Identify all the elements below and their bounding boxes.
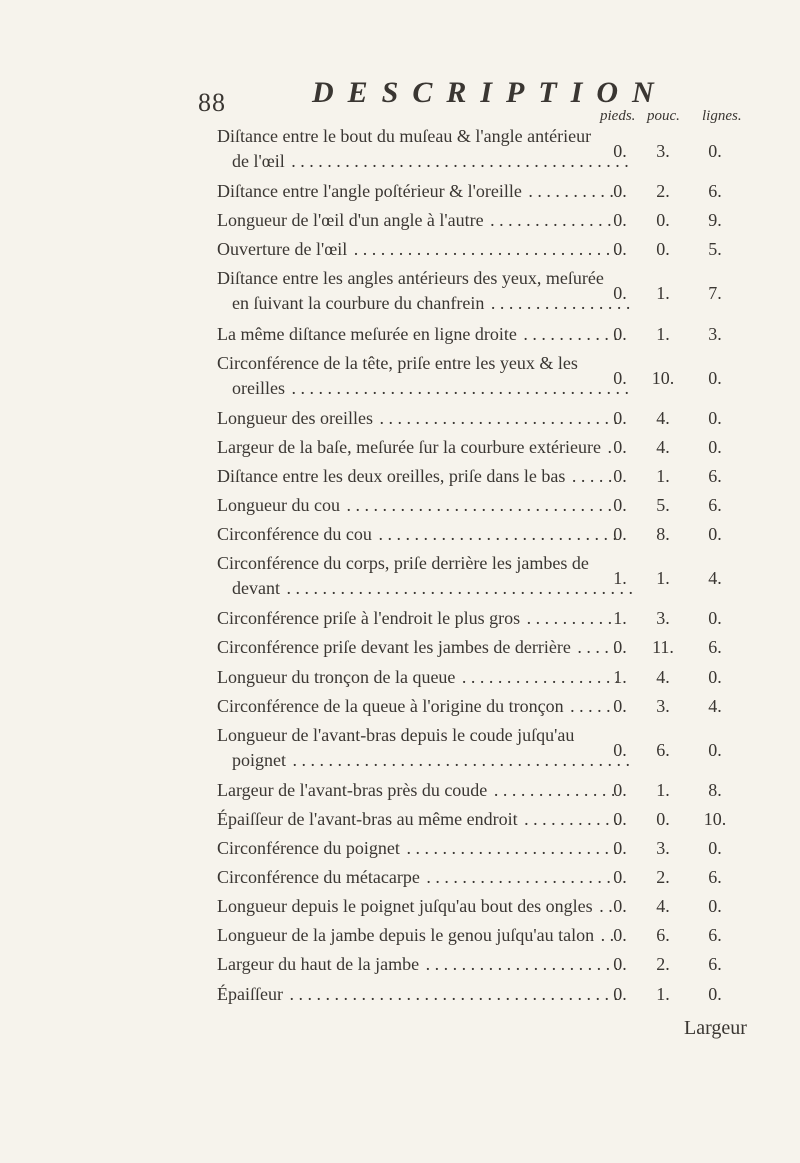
row-label: [217, 779, 617, 801]
value-pieds: 0.: [613, 465, 627, 486]
row-label-text: Circonférence de la tête, priſe entre les yeux & les: [217, 352, 578, 373]
row-label: [217, 523, 617, 545]
value-pieds: 0.: [613, 838, 627, 858]
value-pieds: 1.: [613, 608, 627, 629]
row-label-text: Diſtance entre les deux oreilles, priſe dans le bas: [217, 465, 566, 486]
column-header-lignes: lignes.: [702, 108, 742, 124]
value-pieds: 0.: [613, 954, 627, 975]
value-pieds: 0.: [613, 983, 627, 1004]
row-label-text: Ouverture de l'œil: [217, 239, 348, 260]
row-label-text: Épaiſſeur: [217, 983, 283, 1004]
row-label: [217, 607, 617, 629]
value-pieds: 0.: [613, 323, 627, 344]
row-label-text: en ſuivant la courbure du chanfrein: [232, 293, 485, 314]
row-label: [217, 323, 617, 345]
value-lignes: 4.: [708, 568, 722, 589]
row-label: [217, 983, 617, 1005]
row-label-text: Largeur de la baſe, meſurée ſur la courbure extérieure: [217, 436, 601, 457]
value-pieds: 0.: [613, 867, 627, 888]
value-pieds: 0.: [613, 367, 627, 388]
value-pouces: 3.: [656, 141, 670, 161]
row-label-text: poignet: [232, 749, 286, 770]
row-label: [217, 238, 617, 260]
value-pieds: 0.: [613, 141, 627, 161]
value-lignes: 4.: [708, 695, 722, 716]
value-pieds: 0.: [613, 637, 627, 658]
value-lignes: 6.: [708, 925, 722, 946]
row-label-text: Longueur de l'œil d'un angle à l'autre: [217, 210, 484, 231]
row-label-text: Circonférence du cou: [217, 524, 372, 545]
row-label: [217, 125, 617, 147]
value-lignes: 0.: [708, 666, 722, 687]
value-pieds: 0.: [613, 283, 627, 304]
value-lignes: 6.: [708, 637, 722, 658]
value-pouces: 1.: [656, 323, 670, 344]
value-pouces: 1.: [656, 568, 670, 589]
row-label: [217, 808, 617, 830]
value-pouces: 0.: [656, 239, 670, 260]
value-pieds: 0.: [613, 925, 627, 946]
row-label-text: Longueur depuis le poignet juſqu'au bout des ongles: [217, 896, 593, 917]
running-title: DESCRIPTION: [312, 76, 668, 109]
value-lignes: 3.: [708, 323, 722, 344]
row-label: [217, 666, 617, 688]
row-label: [217, 407, 617, 429]
row-label: [217, 837, 617, 859]
row-label: [217, 953, 617, 975]
value-pieds: 1.: [613, 568, 627, 589]
catchword: Largeur: [684, 1017, 747, 1039]
value-pouces: 4.: [656, 666, 670, 687]
value-pieds: 0.: [613, 808, 627, 829]
row-label-text: Circonférence du métacarpe: [217, 867, 420, 888]
row-label: [232, 377, 632, 399]
value-pouces: 5.: [656, 495, 670, 515]
column-header-pouces: pouc.: [647, 108, 680, 124]
row-label: [232, 292, 632, 314]
value-pouces: 3.: [656, 838, 670, 858]
row-label: [232, 577, 632, 599]
row-label: [217, 895, 617, 917]
value-lignes: 0.: [708, 141, 722, 161]
row-label: [217, 209, 617, 231]
row-label: [217, 494, 617, 516]
value-lignes: 0.: [708, 838, 722, 858]
value-pieds: 0.: [613, 436, 627, 457]
value-lignes: 6.: [708, 954, 722, 975]
row-label-text: Largeur de l'avant-bras près du coude: [217, 779, 488, 800]
value-lignes: 6.: [708, 867, 722, 888]
value-lignes: 5.: [708, 239, 722, 260]
value-pouces: 3.: [656, 608, 670, 629]
value-pouces: 2.: [656, 867, 670, 888]
value-lignes: 0.: [708, 983, 722, 1004]
value-pieds: 0.: [613, 495, 627, 515]
row-label: [232, 150, 632, 172]
row-label-text: oreilles: [232, 377, 285, 398]
value-pouces: 6.: [656, 925, 670, 946]
row-label: [232, 749, 632, 771]
value-pieds: 0.: [613, 739, 627, 760]
row-label-text: Diſtance entre le bout du muſeau & l'angle antérieur: [217, 126, 592, 146]
value-lignes: 0.: [708, 896, 722, 917]
row-label: [217, 866, 617, 888]
value-pouces: 2.: [656, 954, 670, 975]
value-lignes: 8.: [708, 779, 722, 800]
row-label: [217, 465, 617, 487]
row-label-text: Circonférence priſe à l'endroit le plus gros: [217, 608, 521, 629]
row-label-text: Circonférence du corps, priſe derrière les jambes de: [217, 553, 589, 574]
row-label-text: Longueur des oreilles: [217, 407, 373, 428]
value-pieds: 0.: [613, 779, 627, 800]
value-pieds: 0.: [613, 239, 627, 260]
value-pieds: 1.: [613, 666, 627, 687]
row-label: [217, 352, 617, 374]
value-lignes: 0.: [708, 407, 722, 428]
row-label-text: devant: [232, 578, 280, 599]
value-lignes: 9.: [708, 210, 722, 231]
row-label-text: Épaiſſeur de l'avant-bras au même endroit: [217, 808, 518, 829]
row-label: [217, 924, 617, 946]
row-label: [217, 636, 617, 658]
value-pieds: 0.: [613, 407, 627, 428]
value-pouces: 3.: [656, 695, 670, 716]
row-label-text: Circonférence de la queue à l'origine du tronçon: [217, 695, 564, 716]
value-lignes: 6.: [708, 465, 722, 486]
value-pouces: 4.: [656, 896, 670, 917]
row-label: [217, 436, 617, 458]
value-pouces: 4.: [656, 407, 670, 428]
row-label-text: Circonférence du poignet: [217, 838, 400, 858]
row-label: [217, 695, 617, 717]
value-pouces: 1.: [656, 779, 670, 800]
value-pouces: 0.: [656, 808, 670, 829]
value-lignes: 10.: [703, 808, 727, 829]
row-label: [217, 724, 617, 746]
value-pouces: 8.: [656, 524, 670, 545]
value-pouces: 2.: [656, 181, 670, 202]
row-label-text: Longueur du tronçon de la queue: [217, 666, 456, 687]
value-lignes: 0.: [708, 367, 722, 388]
row-label-text: Circonférence priſe devant les jambes de derrière: [217, 637, 571, 658]
value-lignes: 0.: [708, 436, 722, 457]
value-pieds: 0.: [613, 524, 627, 545]
row-label: [217, 180, 617, 202]
row-label: [217, 552, 617, 574]
value-pouces: 10.: [651, 367, 675, 388]
row-label-text: Longueur de l'avant-bras depuis le coude juſqu'au: [217, 724, 575, 745]
value-pouces: 1.: [656, 983, 670, 1004]
value-pouces: 1.: [656, 283, 670, 304]
value-pieds: 0.: [613, 181, 627, 202]
value-lignes: 0.: [708, 524, 722, 545]
value-pieds: 0.: [613, 896, 627, 917]
column-header-pieds: pieds.: [600, 108, 636, 124]
value-pieds: 0.: [613, 695, 627, 716]
row-label-text: de l'œil: [232, 151, 285, 171]
value-lignes: 6.: [708, 495, 722, 515]
value-pouces: 4.: [656, 436, 670, 457]
value-lignes: 0.: [708, 608, 722, 629]
row-label-text: Diſtance entre l'angle poſtérieur & l'oreille: [217, 181, 522, 202]
value-pouces: 6.: [656, 739, 670, 760]
value-pouces: 11.: [652, 637, 674, 658]
value-pouces: 0.: [656, 210, 670, 231]
row-label-text: Largeur du haut de la jambe: [217, 954, 420, 975]
row-label-text: Longueur de la jambe depuis le genou juſqu'au talon: [217, 925, 595, 946]
value-lignes: 7.: [708, 283, 722, 304]
row-label: [217, 267, 617, 289]
page-number: 88: [198, 88, 226, 117]
value-lignes: 6.: [708, 181, 722, 202]
row-label-text: La même diſtance meſurée en ligne droite: [217, 323, 517, 344]
row-label-text: Diſtance entre les angles antérieurs des yeux, meſurée: [217, 268, 604, 289]
row-label-text: Longueur du cou: [217, 495, 340, 515]
value-pouces: 1.: [656, 465, 670, 486]
value-pieds: 0.: [613, 210, 627, 231]
value-lignes: 0.: [708, 739, 722, 760]
